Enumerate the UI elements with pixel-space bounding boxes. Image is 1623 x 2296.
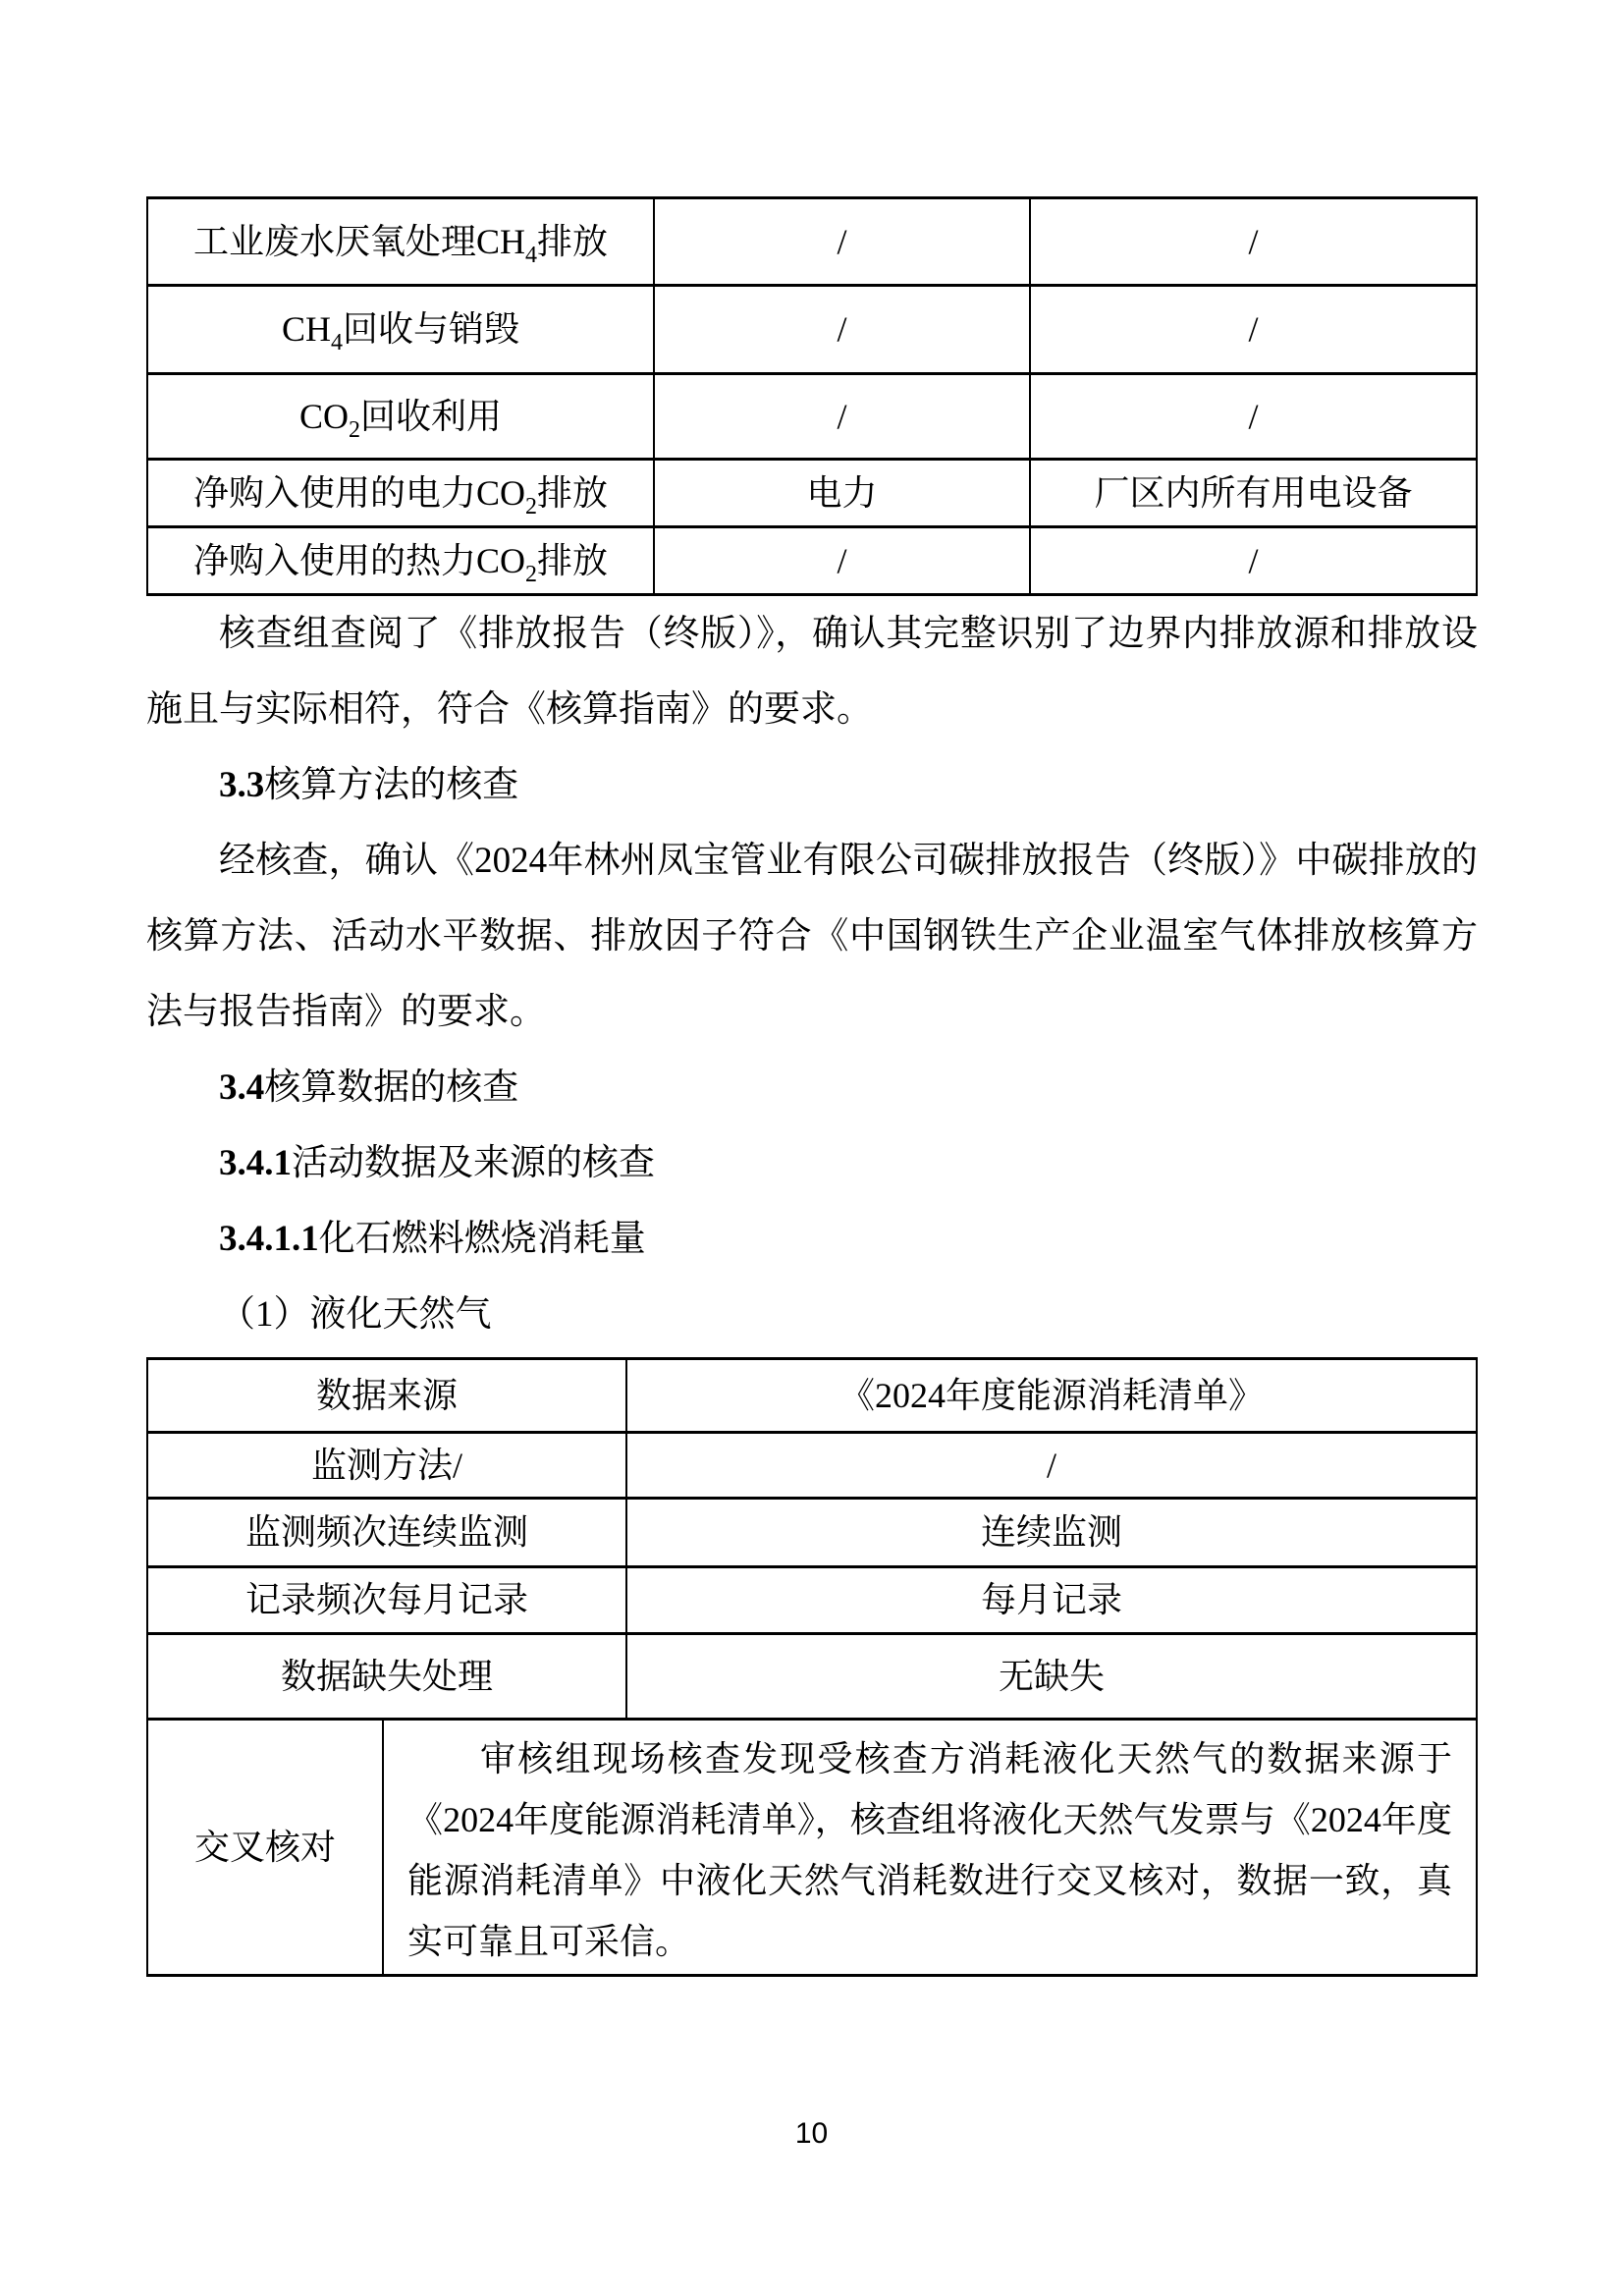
facility-cell: 厂区内所有用电设备	[1094, 472, 1413, 513]
table-row	[148, 528, 1476, 593]
emission-source-cell	[148, 287, 655, 372]
body-paragraph: 经核查，确认《2024年林州凤宝管业有限公司碳排放报告（终版）》中碳排放的核算方法、活动水平数据、排放因子符合《中国钢铁生产企业温室气体排放核算方法与报告指南》的要求。	[146, 841, 1478, 1032]
row-label-cell: 监测频次连续监测	[148, 1500, 627, 1565]
row-label-cell: 监测方法/	[148, 1434, 627, 1497]
section-heading-3-4-1	[146, 1125, 1478, 1201]
data-table-row	[148, 1360, 1476, 1434]
section-heading-3-4-1-1	[146, 1201, 1478, 1277]
heading-number: 3.3	[219, 765, 265, 805]
energy-type-cell: /	[655, 528, 1031, 593]
heading-text: 活动数据及来源的核查	[292, 1143, 655, 1183]
facility-cell: /	[1248, 221, 1259, 261]
heading-number: 3.4	[219, 1067, 265, 1108]
data-table-row	[148, 1434, 1476, 1500]
list-item-1: （1）液化天然气	[219, 1294, 492, 1335]
data-table-row	[148, 1500, 1476, 1568]
cross-check-row	[148, 1721, 1476, 1974]
row-label-cell: 数据来源	[148, 1360, 627, 1431]
heading-text: 化石燃料燃烧消耗量	[318, 1219, 646, 1259]
body-paragraph: 核查组查阅了《排放报告（终版）》，确认其完整识别了边界内排放源和排放设施且与实际相符，符合《核算指南》的要求。	[146, 614, 1478, 730]
chemical-subscript: 4	[525, 242, 537, 268]
row-value-cell: 无缺失	[998, 1656, 1105, 1696]
chemical-subscript: 2	[349, 416, 360, 443]
table-row	[148, 287, 1476, 375]
body-text	[146, 596, 1478, 1352]
chemical-subscript: 2	[525, 561, 537, 587]
cross-check-value-cell	[384, 1721, 1476, 1974]
cross-check-paragraph: 审核组现场核查发现受核查方消耗液化天然气的数据来源于《2024年度能源消耗清单》，核查组将液化天然气发票与《2024年度能源消耗清单》中液化天然气消耗数进行交叉核对，数据一致，真实可靠且可采信。	[407, 1739, 1452, 1961]
data-table-row	[148, 1568, 1476, 1635]
emission-source-label: $CH_4$回收与销毁	[281, 309, 520, 356]
row-value-cell: 《2024年度能源消耗清单》	[839, 1375, 1264, 1415]
row-label-cell: 数据缺失处理	[148, 1635, 627, 1718]
heading-number: 3.4.1.1	[219, 1219, 319, 1259]
table-row	[148, 199, 1476, 287]
emission-source-cell	[148, 461, 655, 525]
lng-data-table	[146, 1357, 1478, 1977]
cross-check-label-cell: 交叉核对	[148, 1721, 384, 1974]
energy-type-cell: /	[655, 375, 1031, 458]
facility-cell: /	[1248, 396, 1259, 436]
section-heading-3-4	[146, 1050, 1478, 1125]
row-value-cell: 连续监测	[980, 1512, 1122, 1553]
chemical-subscript: 2	[525, 493, 537, 519]
emission-source-table	[146, 196, 1478, 596]
emission-source-label: 净购入使用的电力$CO_2$排放	[192, 472, 609, 519]
emission-source-label: 工业废水厌氧处理$CH_4$排放	[192, 221, 609, 268]
emission-source-cell	[148, 199, 655, 284]
emission-source-label: $CO_2$回收利用	[298, 396, 503, 443]
table-row	[148, 461, 1476, 528]
emission-source-label: 净购入使用的热力$CO_2$排放	[192, 540, 609, 587]
heading-text: 核算方法的核查	[264, 765, 519, 805]
page-number: 10	[794, 2117, 829, 2150]
row-value-cell: 每月记录	[980, 1580, 1122, 1620]
energy-type-cell: /	[655, 287, 1031, 372]
emission-source-cell	[148, 528, 655, 593]
row-value-cell: /	[1046, 1445, 1056, 1485]
heading-text: 核算数据的核查	[264, 1067, 519, 1108]
facility-cell: /	[1248, 540, 1259, 580]
facility-cell: /	[1248, 309, 1259, 350]
emission-source-cell	[148, 375, 655, 458]
data-table-row	[148, 1635, 1476, 1721]
table-row	[148, 375, 1476, 461]
row-label-cell: 记录频次每月记录	[148, 1568, 627, 1632]
page-content	[146, 196, 1478, 1977]
section-heading-3-3	[146, 747, 1478, 823]
energy-type-cell: /	[655, 199, 1031, 284]
chemical-subscript: 4	[331, 330, 343, 356]
heading-number: 3.4.1	[219, 1143, 292, 1183]
energy-type-cell: 电力	[655, 461, 1031, 525]
